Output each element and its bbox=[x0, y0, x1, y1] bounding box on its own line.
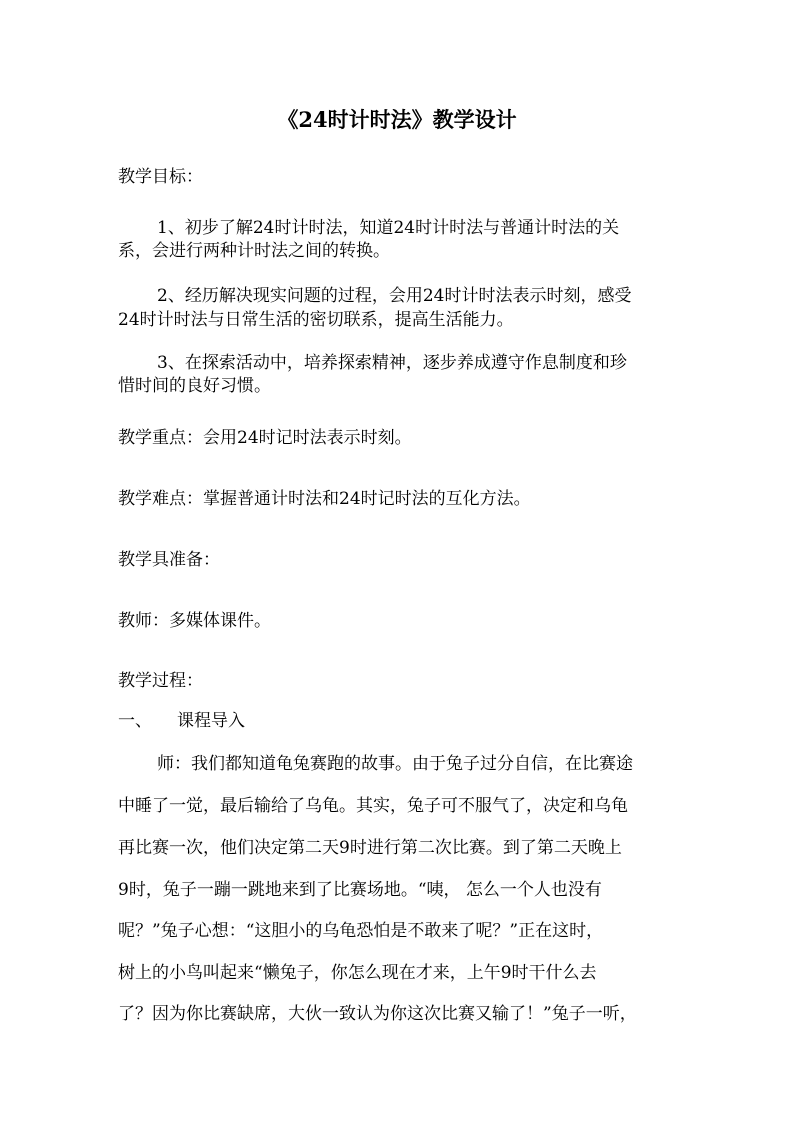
story-line-5: 呢？”兔子心想：“这胆小的乌龟恐怕是不敢来了呢？”正在这时， bbox=[118, 921, 604, 941]
objective-1-line-1: 1、初步了解24时计时法，知道24时计时法与普通计时法的关 bbox=[157, 218, 620, 238]
story-line-4: 9时，兔子一蹦一跳地来到了比赛场地。“咦， 怎么一个人也没有 bbox=[118, 880, 602, 900]
process-heading: 教学过程： bbox=[118, 671, 203, 691]
difficulty: 教学难点：掌握普通计时法和24时记时法的互化方法。 bbox=[118, 489, 531, 509]
section-1-title: 课程导入 bbox=[177, 711, 245, 731]
section-1-number: 一、 bbox=[118, 711, 152, 731]
key-point: 教学重点：会用24时记时法表示时刻。 bbox=[118, 428, 412, 448]
objective-3-line-1: 3、在探索活动中，培养探索精神，逐步养成遵守作息制度和珍 bbox=[157, 353, 627, 373]
story-line-1: 师：我们都知道龟兔赛跑的故事。由于兔子过分自信，在比赛途 bbox=[157, 754, 633, 774]
objective-1-line-2: 系，会进行两种计时法之间的转换。 bbox=[118, 241, 390, 261]
teacher-prep: 教师：多媒体课件。 bbox=[118, 611, 271, 631]
objective-2-line-1: 2、经历解决现实问题的过程，会用24时计时法表示时刻，感受 bbox=[157, 286, 632, 306]
story-line-7: 了？因为你比赛缺席，大伙一致认为你这次比赛又输了！”兔子一听， bbox=[118, 1004, 637, 1024]
story-line-3: 再比赛一次，他们决定第二天9时进行第二次比赛。到了第二天晚上 bbox=[118, 838, 622, 858]
preparation-heading: 教学具准备： bbox=[118, 550, 220, 570]
objective-2-line-2: 24时计时法与日常生活的密切联系，提高生活能力。 bbox=[118, 310, 514, 330]
page-title: 《24时计时法》教学设计 bbox=[277, 107, 517, 132]
story-line-2: 中睡了一觉，最后输给了乌龟。其实，兔子可不服气了，决定和乌龟 bbox=[118, 796, 628, 816]
objectives-heading: 教学目标： bbox=[118, 167, 203, 187]
objective-3-line-2: 惜时间的良好习惯。 bbox=[118, 376, 271, 396]
story-line-6: 树上的小鸟叫起来“懒兔子，你怎么现在才来，上午9时干什么去 bbox=[118, 963, 597, 983]
